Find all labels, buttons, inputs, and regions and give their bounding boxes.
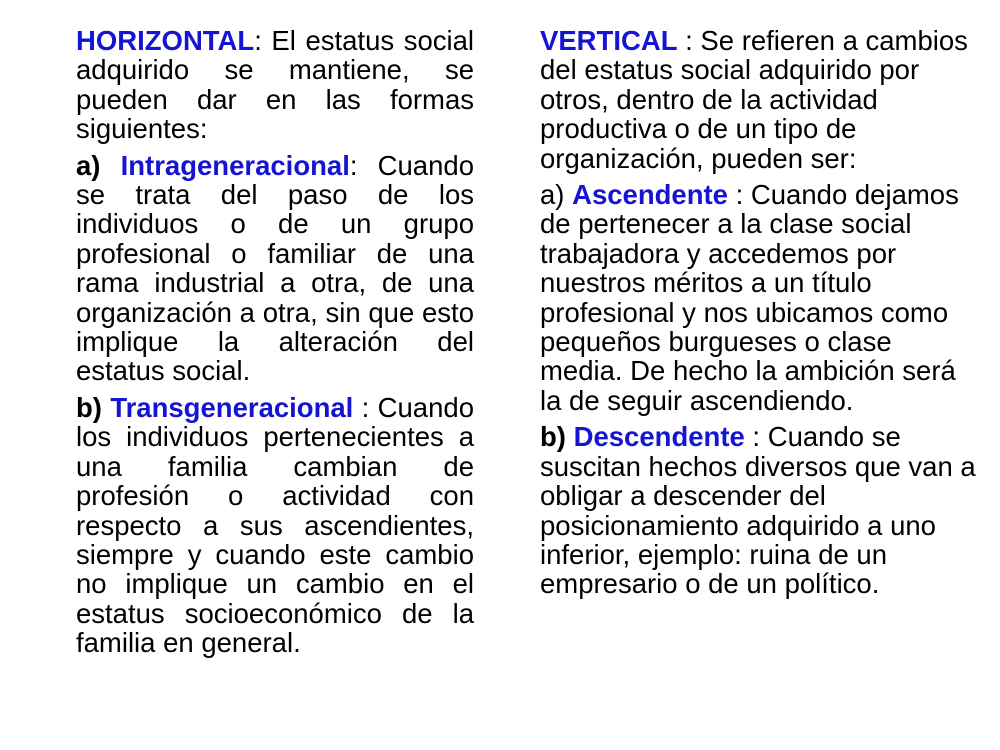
ascendente-term: Ascendente <box>572 179 728 211</box>
horizontal-intro-paragraph <box>76 26 474 144</box>
intrageneracional-paragraph <box>76 151 474 386</box>
vertical-intro-text: : Se refieren a cambios del estatus social adquirido por otros, dentro de la actividad productiva o de un tipo de organización, pueden ser: <box>540 25 968 174</box>
descendente-paragraph <box>540 422 980 598</box>
item-spacer <box>566 421 574 452</box>
ascendente-text: : Cuando dejamos de pertenecer a la clase social trabajadora y accedemos por nuestros méritos a un título profesional y nos ubicamos como pequeños burgueses o clase media. De hecho la ambición será la de seguir ascendiendo. <box>540 179 959 416</box>
descendente-term: Descendente <box>573 421 745 453</box>
descendente-text: : Cuando se suscitan hechos diversos que van a obligar a descender del posicionamiento adquirido a uno inferior, ejemplo: ruina de un empresario o de un político. <box>540 421 976 600</box>
transgeneracional-term: Transgeneracional <box>110 391 354 423</box>
horizontal-term: HORIZONTAL <box>76 25 255 56</box>
ascendente-paragraph <box>540 180 980 415</box>
intrageneracional-text: : Cuando se trata del paso de los individuos o de un grupo profesional o familiar de una rama industrial a otra, de una organización a otra, sin que esto implique la alteración del estatus social. <box>76 149 474 387</box>
item-marker-b: b) <box>540 421 566 453</box>
item-spacer <box>564 179 572 210</box>
transgeneracional-text: : Cuando los individuos pertenecientes a una familia cambian de profesión o actividad con respecto a sus ascendientes, siempre y cuando este cambio no implique un cambio en el estatus socioeconómico de la familia en general. <box>76 391 474 659</box>
horizontal-column <box>76 26 474 665</box>
item-marker-a: a) <box>540 179 565 211</box>
item-marker-a: a) <box>76 149 101 181</box>
intrageneracional-term: Intrageneracional <box>120 149 350 181</box>
vertical-term: VERTICAL <box>540 25 678 56</box>
item-marker-b: b) <box>76 391 102 423</box>
transgeneracional-paragraph <box>76 393 474 658</box>
horizontal-intro-text: : El estatus social adquirido se mantiene, se pueden dar en las formas siguientes: <box>76 25 474 145</box>
item-spacer <box>100 150 120 181</box>
vertical-column <box>540 26 980 606</box>
vertical-intro-paragraph <box>540 26 980 173</box>
